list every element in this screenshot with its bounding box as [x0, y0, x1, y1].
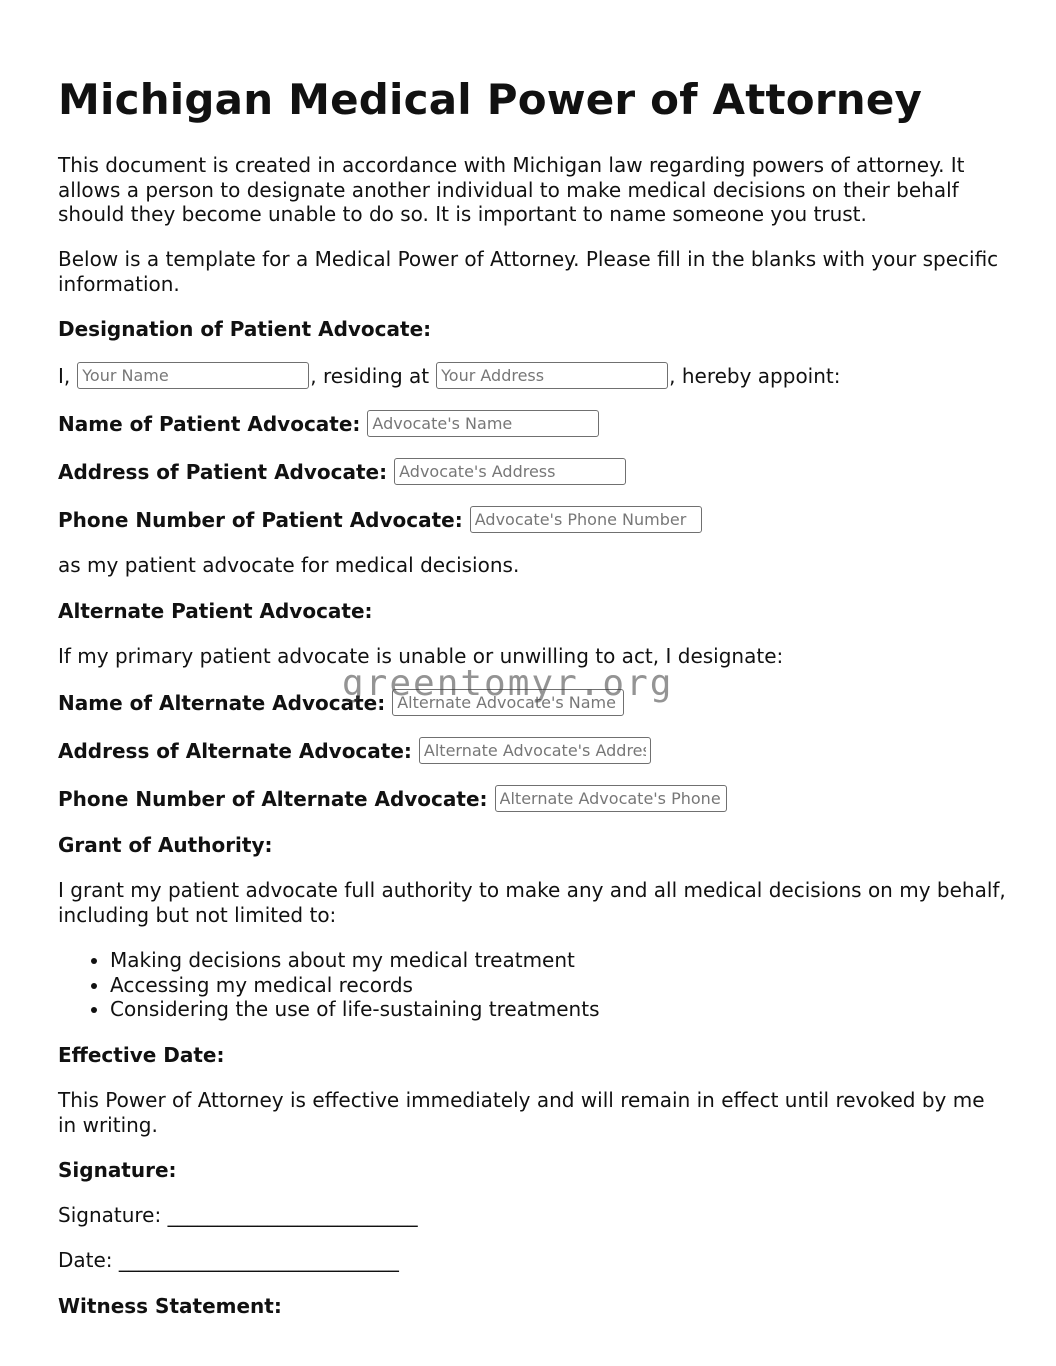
alternate-address-label: Address of Alternate Advocate: [58, 738, 412, 763]
advocate-name-label: Name of Patient Advocate: [58, 411, 361, 436]
alternate-phone-row [58, 785, 729, 812]
alternate-intro: If my primary patient advocate is unable or unwilling to act, I designate: [58, 644, 784, 668]
advocate-closing-text: as my patient advocate for medical decisions. [58, 553, 520, 577]
alternate-phone-label: Phone Number of Alternate Advocate: [58, 786, 488, 811]
advocate-phone-row [58, 506, 704, 533]
advocate-phone-input[interactable] [470, 506, 702, 533]
list-item: • Considering the use of life-sustaining treatments [110, 997, 600, 1022]
witness-heading: Witness Statement: [58, 1294, 282, 1318]
alternate-name-row [58, 689, 626, 716]
principal-prefix: I, [58, 363, 71, 388]
advocate-address-input[interactable] [394, 458, 626, 485]
alternate-address-input[interactable] [419, 737, 651, 764]
principal-row [58, 362, 841, 389]
template-note: Below is a template for a Medical Power of Attorney. Please fill in the blanks with your specific information. [58, 247, 999, 296]
alternate-heading: Alternate Patient Advocate: [58, 599, 373, 623]
advocate-address-label: Address of Patient Advocate: [58, 459, 388, 484]
watermark-text: greentomyr.org [342, 663, 674, 704]
list-item: • Accessing my medical records [110, 973, 600, 998]
alternate-name-input[interactable] [392, 689, 624, 716]
page-title: Michigan Medical Power of Attorney [58, 75, 923, 124]
alternate-phone-input[interactable] [495, 785, 727, 812]
signature-line: Signature: _________________________ [58, 1203, 418, 1227]
advocate-name-row [58, 410, 601, 437]
alternate-address-row [58, 737, 653, 764]
advocate-address-row [58, 458, 628, 485]
designation-heading: Designation of Patient Advocate: [58, 317, 432, 341]
list-item: • Making decisions about my medical treatment [110, 948, 600, 973]
appoint-text: , hereby appoint: [669, 363, 841, 388]
advocate-phone-label: Phone Number of Patient Advocate: [58, 507, 463, 532]
residing-at-text: , residing at [310, 363, 430, 388]
alternate-name-label: Name of Alternate Advocate: [58, 690, 386, 715]
your-address-input[interactable] [436, 362, 668, 389]
signature-heading: Signature: [58, 1158, 177, 1182]
date-line: Date: ____________________________ [58, 1248, 399, 1272]
intro-paragraph: This document is created in accordance with Michigan law regarding powers of attorney. It allows a person to designate another individual to make medical decisions on their behalf should they become unable to do so. It is important to name someone you trust. [58, 153, 965, 226]
effective-text: This Power of Attorney is effective immediately and will remain in effect until revoked by me in writing. [58, 1088, 985, 1137]
grant-text: I grant my patient advocate full authority to make any and all medical decisions on my behalf, including but not limited to: [58, 878, 1006, 927]
your-name-input[interactable] [77, 362, 309, 389]
grant-heading: Grant of Authority: [58, 833, 273, 857]
advocate-name-input[interactable] [367, 410, 599, 437]
authority-list [58, 948, 600, 1022]
effective-heading: Effective Date: [58, 1043, 225, 1067]
